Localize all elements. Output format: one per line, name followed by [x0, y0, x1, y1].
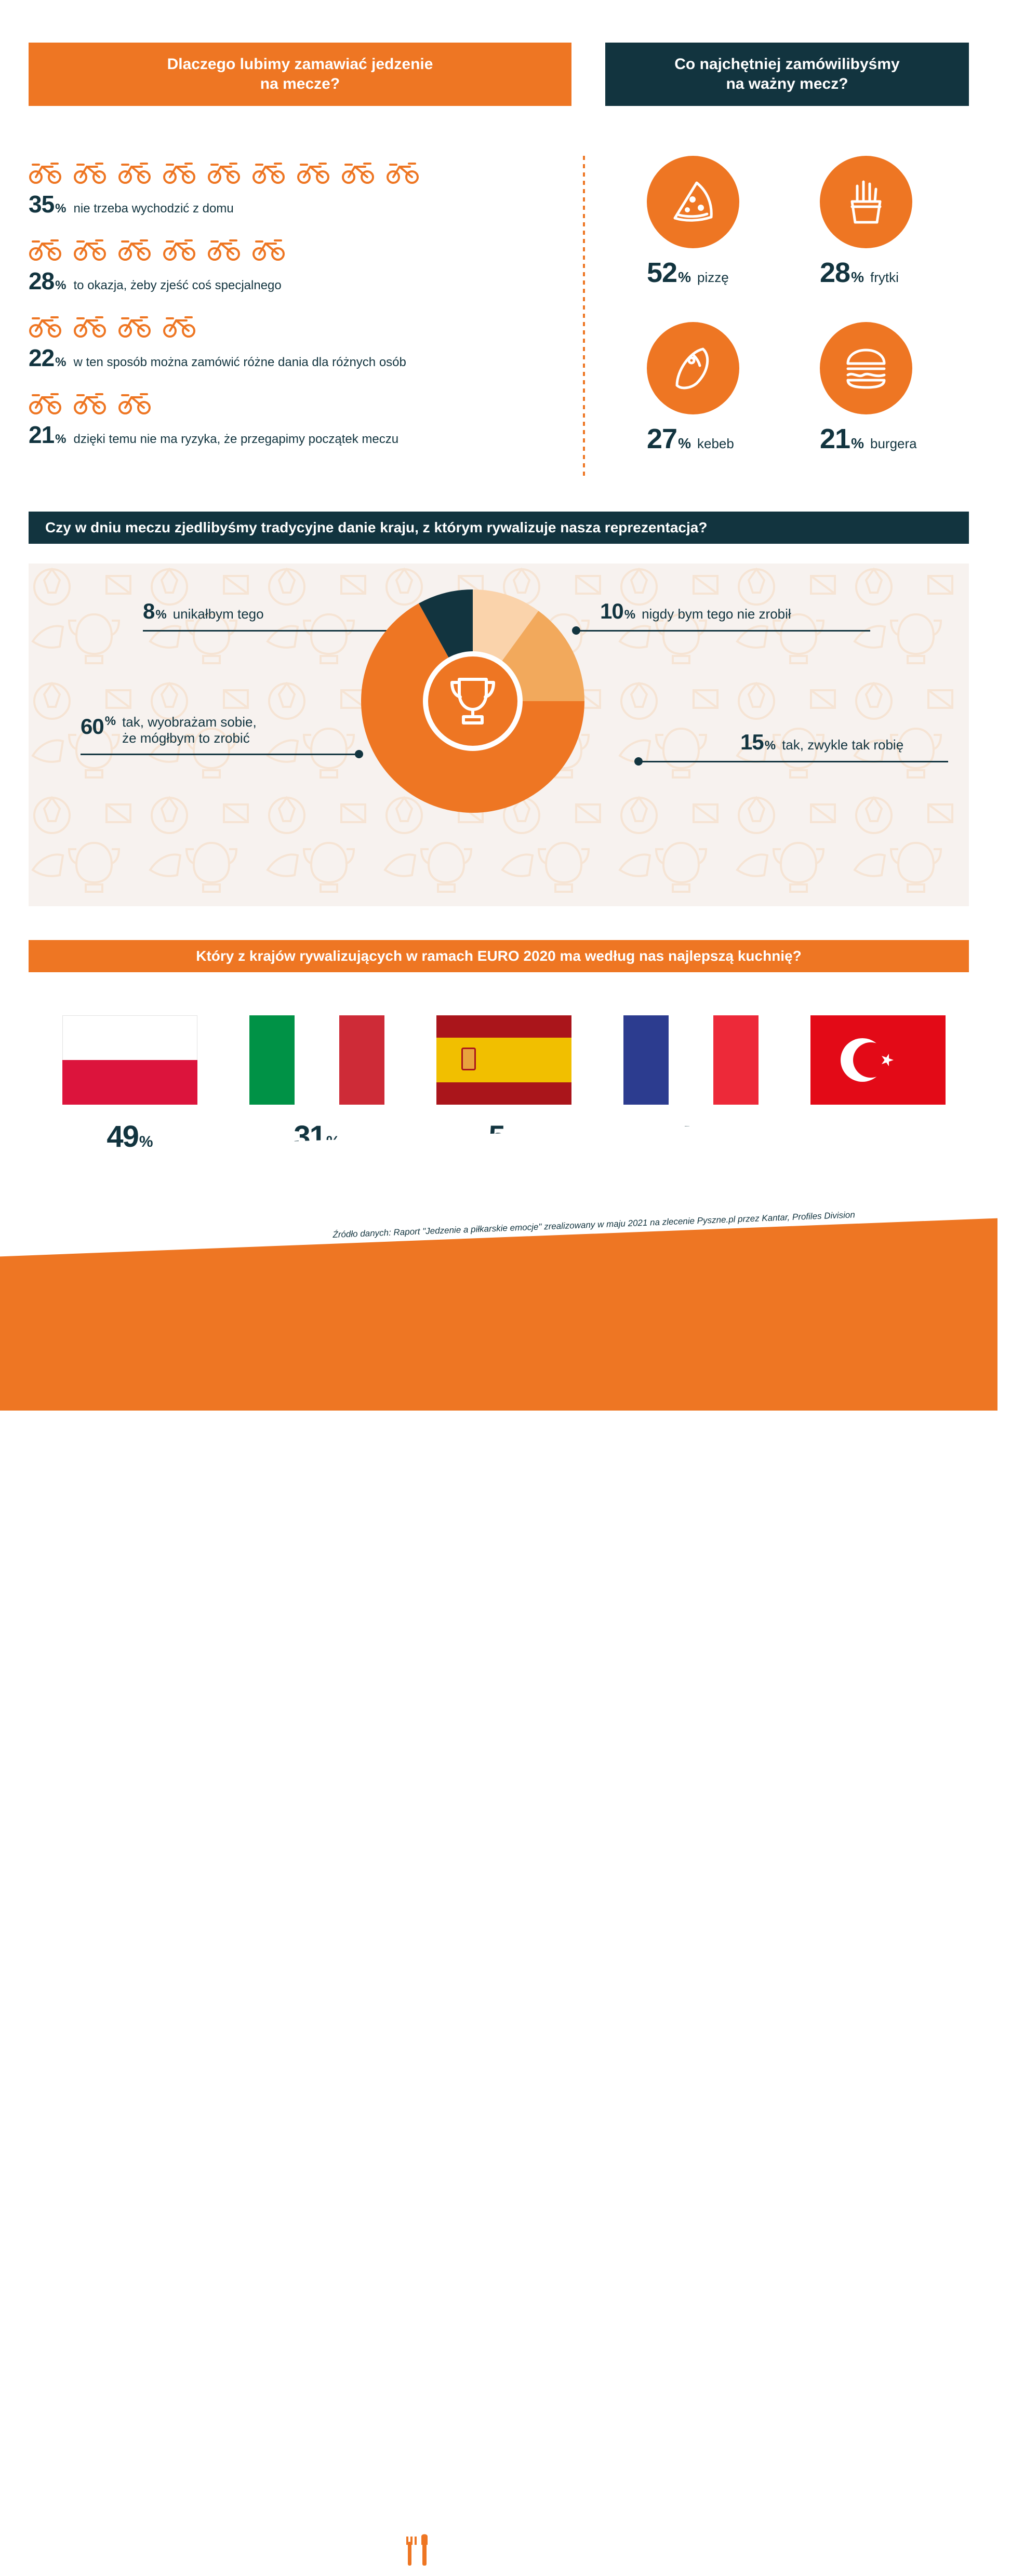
source-note: Źródło danych: Raport "Jedzenie a piłkarskie emocje" zrealizowany w maju 2021 na zlecenie Pyszne.pl przez Kantar, Profiles Division: [332, 1210, 856, 1240]
food-item-pizza: [647, 156, 739, 289]
food-label: [647, 423, 739, 455]
bike-icon: [29, 159, 63, 184]
bike-icon: [29, 236, 63, 261]
bike-icon: [73, 159, 108, 184]
food-name: frytki: [870, 270, 899, 285]
food-percent-sign: %: [678, 269, 691, 285]
brand-logo: [0, 2519, 997, 2576]
callout-label: tak, zwykle tak robię: [782, 737, 904, 753]
bike-icon: [386, 159, 420, 184]
callout-tak-wyobrazam: [81, 714, 361, 755]
bike-icon: [252, 236, 286, 261]
food-label: [647, 257, 739, 289]
reasons-title-banner: [29, 43, 571, 106]
callout-percent-sign: %: [764, 739, 776, 753]
reason-line-3: [29, 344, 406, 372]
food-value: 27: [647, 423, 677, 454]
bike-icon: [163, 313, 197, 338]
reason-value: 21: [29, 421, 55, 448]
bike-icon: [118, 236, 152, 261]
burger-icon: [837, 340, 895, 397]
callout-leader-line: [574, 630, 870, 632]
reason-label: dzięki temu nie ma ryzyka, że przegapimy początek meczu: [73, 432, 399, 446]
callout-leader-line: [81, 754, 361, 755]
reason-value: 28: [29, 267, 55, 294]
callout-label: unikałbym tego: [172, 606, 264, 622]
bike-icon: [118, 159, 152, 184]
bike-icon: [73, 313, 108, 338]
callout-value: 15: [740, 730, 764, 754]
reason-value: 35: [29, 191, 55, 218]
food-name: kebeb: [697, 436, 734, 451]
food-value: 52: [647, 257, 677, 288]
food-circle: [647, 322, 739, 414]
food-item-kebab: [647, 322, 739, 455]
bike-icon-row-1: [29, 156, 420, 188]
callout-value: 10: [600, 599, 623, 623]
reason-label: nie trzeba wychodzić z domu: [73, 202, 234, 216]
flags-title-banner: [29, 940, 969, 972]
food-name: burgera: [870, 436, 917, 451]
callout-label-line2: że mógłbym to zrobić: [122, 730, 250, 746]
flag-france-icon: [623, 1015, 759, 1105]
bike-icon-row-3: [29, 310, 406, 342]
bike-icon: [163, 236, 197, 261]
reason-line-2: [29, 267, 286, 295]
callout-dot: [634, 757, 643, 766]
bike-icon-row-4: [29, 386, 398, 419]
donut-title-banner: [29, 512, 969, 544]
callout-percent-sign: %: [104, 714, 116, 728]
order-title-line2: na ważny mecz?: [726, 75, 848, 92]
callout-percent-sign: %: [155, 608, 167, 622]
fries-icon: [837, 173, 895, 231]
reason-label: w ten sposób można zamówić różne dania dla różnych osób: [73, 355, 406, 369]
reason-percent-sign: %: [55, 432, 66, 446]
bike-icon: [29, 313, 63, 338]
bike-icon: [207, 159, 242, 184]
flag-percent-sign: %: [139, 1133, 153, 1150]
flag-value: 49: [107, 1120, 138, 1153]
bike-icon: [252, 159, 286, 184]
flag-spain-icon: [436, 1015, 571, 1105]
bike-icon: [341, 159, 376, 184]
order-title-banner: [605, 43, 969, 106]
flag-value: 31: [294, 1120, 325, 1153]
house-cutlery-logo-icon: [392, 2519, 442, 2576]
reason-percent-sign: %: [55, 202, 66, 216]
bike-icon: [118, 390, 152, 415]
callout-nigdy: [574, 599, 870, 632]
reason-percent-sign: %: [55, 278, 66, 292]
reason-line-4: [29, 421, 398, 449]
food-percent-sign: %: [678, 435, 691, 451]
food-item-fries: [820, 156, 912, 289]
vertical-dotted-divider: [583, 156, 585, 478]
callout-value: 60: [81, 714, 104, 739]
food-circle: [820, 156, 912, 248]
food-item-burger: [820, 322, 917, 455]
flag-poland-icon: [62, 1015, 197, 1105]
flag-turkey-icon: [810, 1015, 946, 1105]
kebab-icon: [664, 340, 722, 397]
reasons-title-line1: Dlaczego lubimy zamawiać jedzenie: [167, 55, 433, 73]
reason-row-1: [29, 156, 420, 218]
callout-tak-zwykle: [636, 730, 948, 762]
reason-row-2: [29, 233, 286, 295]
bike-icon: [163, 159, 197, 184]
callout-label: tak, wyobrażam sobie,: [122, 714, 257, 730]
bike-icon: [73, 236, 108, 261]
flags-title: Który z krajów rywalizujących w ramach EURO 2020 ma według nas najlepszą kuchnię?: [196, 948, 802, 964]
food-circle: [820, 322, 912, 414]
pizza-slice-icon: [664, 173, 722, 231]
callout-percent-sign: %: [624, 608, 636, 622]
reasons-title-line2: na mecze?: [260, 75, 340, 92]
footer-banner: [0, 1210, 997, 2567]
callout-leader-line: [636, 761, 948, 762]
donut-title: Czy w dniu meczu zjedlibyśmy tradycyjne danie kraju, z którym rywalizuje nasza reprezentacja?: [45, 519, 708, 536]
bike-icon: [29, 390, 63, 415]
food-value: 21: [820, 423, 850, 454]
food-label: [820, 423, 917, 455]
callout-label: nigdy bym tego nie zrobił: [642, 606, 791, 622]
order-title-line1: Co najchętniej zamówilibyśmy: [674, 55, 900, 73]
bike-icon: [207, 236, 242, 261]
reason-value: 22: [29, 344, 55, 371]
bike-icon-row-2: [29, 233, 286, 265]
reason-row-4: [29, 386, 398, 449]
food-name: pizzę: [697, 270, 729, 285]
reason-line-1: [29, 190, 420, 218]
bike-icon: [73, 390, 108, 415]
food-circle: [647, 156, 739, 248]
reason-row-3: [29, 310, 406, 372]
food-percent-sign: %: [851, 269, 864, 285]
bike-icon: [297, 159, 331, 184]
callout-value: 8: [143, 599, 155, 623]
food-percent-sign: %: [851, 435, 864, 451]
reason-percent-sign: %: [55, 355, 66, 369]
flag-italy-icon: [249, 1015, 384, 1105]
donut-chart: [351, 579, 595, 823]
bike-icon: [118, 313, 152, 338]
food-label: [820, 257, 912, 289]
reason-label: to okazja, żeby zjeść coś specjalnego: [73, 278, 282, 292]
food-value: 28: [820, 257, 850, 288]
brand-logo-text: Pyszne.pl: [451, 2528, 605, 2567]
